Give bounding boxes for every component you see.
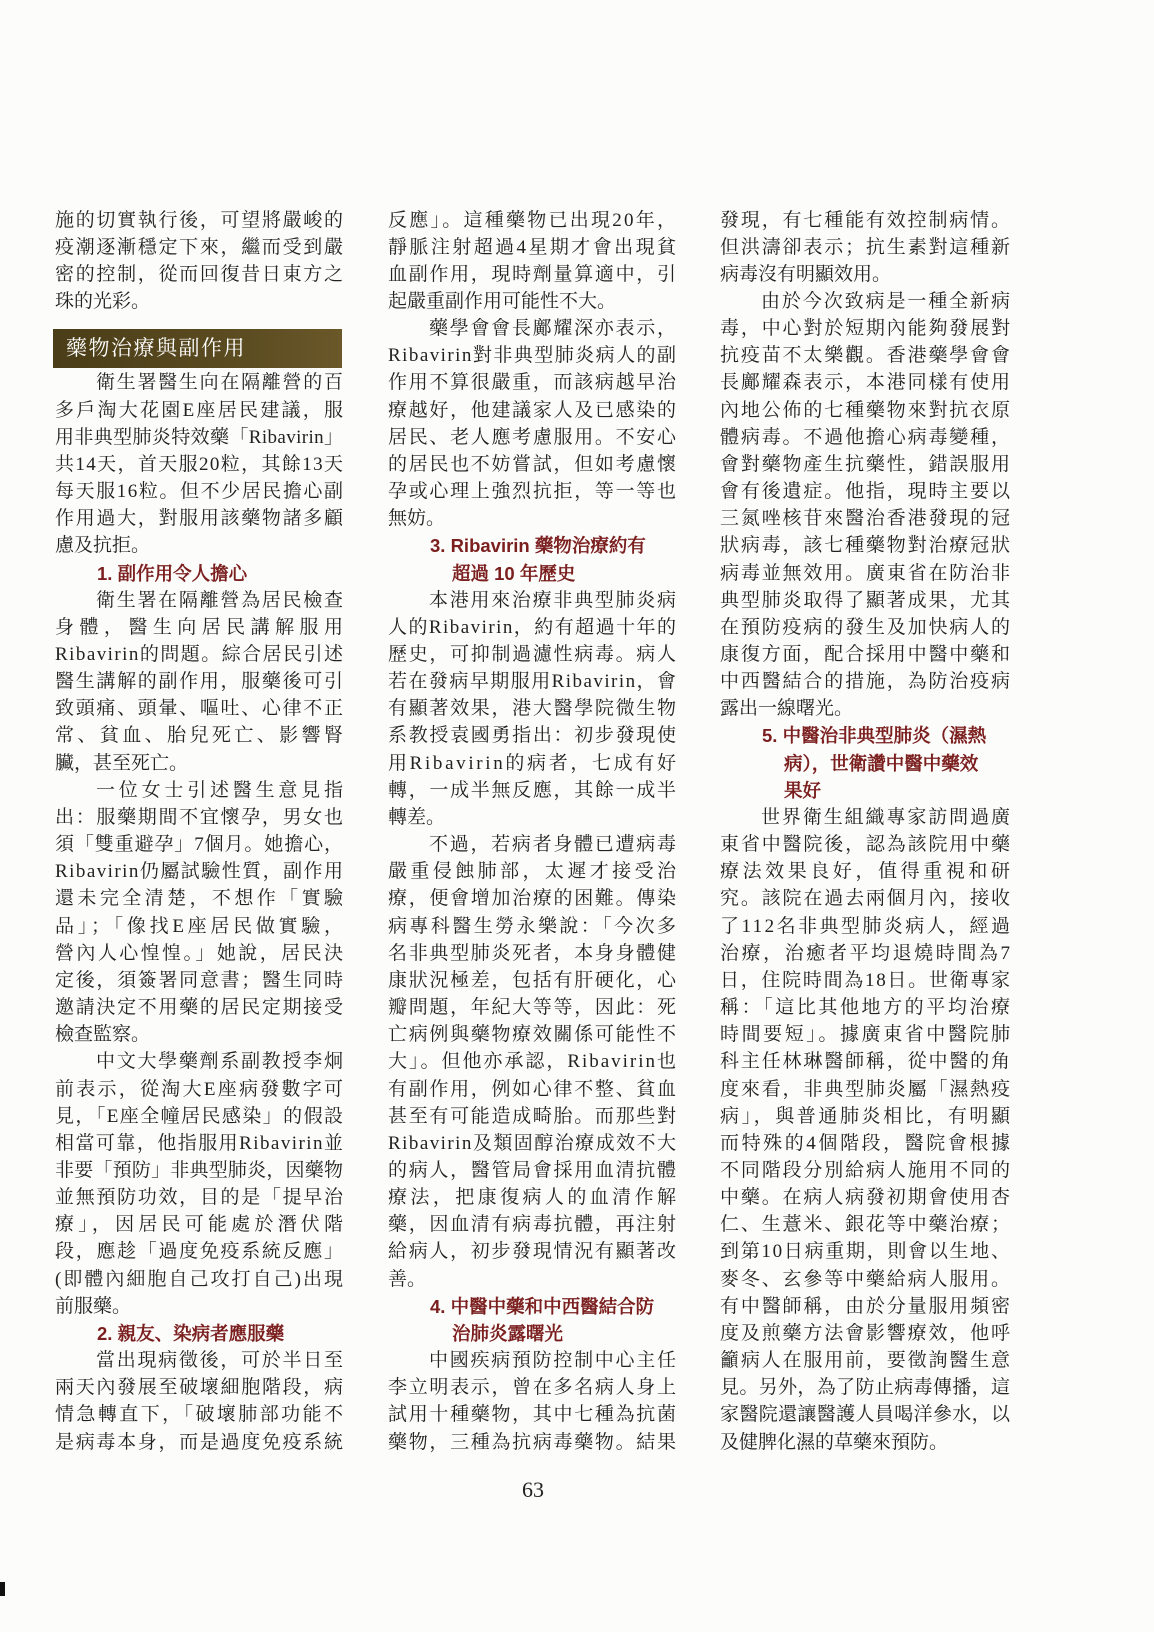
text-line: 及健脾化濕的草藥來預防。 (720, 1431, 949, 1453)
paragraph (388, 1347, 676, 1456)
text-line: Ribavirin對非典型肺炎病人的副 (388, 345, 678, 367)
subheading-line: 治肺炎露曙光 (452, 1322, 564, 1344)
text-line: 抗疫苗不太樂觀。香港藥學會會 (720, 345, 1012, 367)
text-line: 還未完全清楚，不想作「實驗 (55, 888, 347, 910)
subheading (55, 1320, 343, 1347)
text-line: 名非典型肺炎死者，本身身體健 (388, 942, 678, 964)
text-line: 檢查監察。 (55, 1024, 151, 1046)
text-line: 療」，因居民可能處於潛伏階 (55, 1214, 348, 1236)
text-line: 仁、生薏米、銀花等中藥治療； (720, 1214, 1012, 1236)
text-line: 有顯著效果，港大醫學院微生物 (388, 698, 678, 720)
text-line: 出：服藥期間不宜懷孕，男女也 (55, 806, 345, 828)
subheading-line: 4. 中醫中藥和中西醫結合防 (430, 1295, 655, 1317)
text-line: 中國疾病預防控制中心主任 (429, 1350, 678, 1372)
text-line: 療，便會增加治療的困難。傳染 (388, 888, 678, 910)
text-line: 狀病毒，該七種藥物對治療冠狀 (720, 535, 1012, 557)
text-line: 療越好，他建議家人及已感染的 (388, 399, 678, 421)
paragraph (720, 288, 1010, 723)
column-left (55, 207, 349, 1456)
text-line: 歷史，可抑制過濾性病毒。病人 (388, 644, 678, 665)
text-line: 臟，甚至死亡。 (55, 752, 189, 774)
text-line: 常、貧血、胎兒死亡、影響腎 (55, 725, 347, 747)
text-line: 而特殊的4個階段，醫院會根據 (720, 1132, 1013, 1154)
text-line: 段，應趁「過度免疫系統反應」 (55, 1241, 345, 1263)
text-line: 作用不算很嚴重，而該病越早治 (388, 372, 678, 394)
paragraph (55, 207, 343, 316)
paragraph (55, 587, 349, 777)
text-line: 試用十種藥物，其中七種為抗菌 (388, 1404, 678, 1426)
text-line: 居民、老人應考慮服用。不安心 (388, 426, 678, 448)
text-line: 若在發病早期服用Ribavirin，會 (388, 671, 678, 693)
text-line: 病毒沒有明顯效用。 (720, 263, 892, 285)
text-line: 亡病例與藥物療效關係可能性不 (388, 1024, 678, 1046)
text-line: 人的Ribavirin，約有超過十年的 (388, 616, 678, 638)
text-line: 藥學會會長鄺耀深亦表示， (429, 318, 678, 340)
text-line: 毒，中心對於短期內能夠發展對 (720, 318, 1012, 340)
subheading-line: 1. 副作用令人擔心 (97, 562, 248, 584)
text-line: 用Ribavirin的病者，七成有好 (388, 752, 679, 774)
text-line: 血副作用，現時劑量算適中，引 (388, 263, 678, 285)
text-line: 了112名非典型肺炎病人，經過 (720, 915, 1013, 937)
text-line: Ribavirin仍屬試驗性質，副作用 (55, 861, 345, 883)
paragraph (720, 207, 1010, 288)
subheading-line: 病），世衛讚中醫中藥效 (784, 752, 979, 774)
text-line: 在預防疫病的發生及加快病人的 (720, 616, 1012, 638)
subheading (388, 1293, 676, 1347)
column-middle (388, 207, 680, 1456)
text-line: 東省中醫院後，認為該院用中藥 (720, 834, 1012, 856)
text-line: 瓣問題，年紀大等等，因此：死 (388, 997, 678, 1019)
text-line: 前表示，從淘大E座病發數字可 (55, 1078, 346, 1100)
subheading-line: 超過 10 年歷史 (452, 562, 576, 584)
paragraph (55, 1347, 346, 1456)
text-line: 度來看，非典型肺炎屬「濕熱疫 (720, 1078, 1012, 1100)
text-line: 甚至有可能造成畸胎。而那些對 (388, 1105, 678, 1127)
text-line: 療法效果良好，值得重視和研 (720, 861, 1014, 883)
text-line: 病毒並無效用。廣東省在防治非 (720, 562, 1012, 584)
text-line: 見，「E座全幢居民感染」的假設 (55, 1105, 345, 1127)
text-line: 麥冬、玄參等中藥給病人服用。 (720, 1268, 1012, 1290)
text-line: (即體內細胞自己攻打自己)出現 (55, 1268, 346, 1290)
text-line: 品」；「像找E座居民做實驗， (55, 915, 347, 937)
section-heading-block (55, 315, 343, 369)
subheading (55, 560, 343, 587)
text-line: 見。另外，為了防止病毒傳播，這 (720, 1377, 1011, 1399)
text-line: Ribavirin的問題。綜合居民引述 (55, 644, 345, 666)
text-line: 衛生署醫生向在隔離營的百 (96, 372, 345, 394)
text-line: 作用過大，對服用該藥物諸多顧 (55, 508, 345, 530)
text-line: 有中醫師稱，由於分量服用頻密 (720, 1295, 1012, 1317)
text-line: 日，住院時間為18日。世衛專家 (720, 969, 1012, 991)
text-line: 中藥。在病人病發初期會使用杏 (720, 1187, 1012, 1209)
text-line: 長鄺耀森表示，本港同樣有使用 (720, 372, 1012, 394)
text-line: 不過，若病者身體已遭病毒 (429, 834, 678, 856)
text-line: 致頭痛、頭暈、嘔吐、心律不正 (55, 698, 345, 720)
text-line: 起嚴重副作用可能性不大。 (388, 290, 617, 312)
text-line: 給病人，初步發現情況有顯著改 (388, 1241, 678, 1263)
text-line: 疫潮逐漸穩定下來，繼而受到嚴 (55, 236, 345, 258)
text-line: 到第10日病重期，則會以生地、 (720, 1241, 1012, 1263)
paragraph (720, 804, 1014, 1456)
text-line: 康復方面，配合採用中醫中藥和 (720, 644, 1012, 665)
text-line: 康狀況極差，包括有肝硬化，心 (388, 969, 678, 991)
paragraph (388, 831, 680, 1293)
subheading-line: 果好 (784, 779, 822, 801)
subheading (720, 722, 1010, 803)
text-line: 珠的光彩。 (55, 290, 151, 312)
text-line: 是病毒本身，而是過度免疫系統 (55, 1431, 345, 1453)
text-line: 三氮唑核苷來醫治香港發現的冠 (720, 508, 1012, 530)
text-line: 邀請決定不用藥的居民定期接受 (55, 997, 345, 1019)
text-line: 有副作用，例如心律不整、貧血 (388, 1078, 678, 1100)
text-line: 不同階段分別給病人施用不同的 (720, 1159, 1012, 1181)
text-line: 須「雙重避孕」7個月。她擔心， (55, 834, 344, 856)
text-line: 無妨。 (388, 508, 446, 530)
text-line: 前服藥。 (55, 1295, 132, 1317)
text-line: 療法，把康復病人的血清作解 (388, 1187, 680, 1209)
text-line: 的病人，醫管局會採用血清抗體 (388, 1159, 678, 1181)
text-line: 科主任林琳醫師稱，從中醫的角 (720, 1051, 1012, 1073)
text-line: 靜脈注射超過4星期才會出現貧 (388, 236, 679, 258)
text-line: 病專科醫生勞永樂說：「今次多 (388, 915, 679, 937)
text-line: 慮及抗拒。 (55, 535, 151, 557)
paragraph (55, 1048, 348, 1320)
text-line: 中西醫結合的措施，為防治疫病 (720, 671, 1012, 693)
text-line: 轉差。 (388, 806, 446, 828)
text-line: 共14天，首天服20粒，其餘13天 (55, 453, 345, 475)
page-number: 63 (522, 1477, 544, 1502)
text-line: 典型肺炎取得了顯著成果，尤其 (720, 589, 1012, 611)
text-line: 醫生講解的副作用，服藥後可引 (55, 671, 345, 693)
text-line: 籲病人在服用前，要徵詢醫生意 (720, 1350, 1012, 1372)
text-line: 時間要短」。據廣東省中醫院肺 (720, 1024, 1013, 1046)
paragraph (388, 207, 679, 316)
text-line: 當出現病徵後，可於半日至 (96, 1350, 345, 1372)
text-line: 衛生署在隔離營為居民檢查 (96, 589, 345, 611)
subheading-line: 2. 親友、染病者應服藥 (97, 1322, 285, 1344)
paragraph (55, 777, 347, 1049)
text-line: 大」。但他亦承認，Ribavirin也 (388, 1051, 678, 1073)
text-line: 家醫院還讓醫護人員喝洋參水，以 (720, 1404, 1011, 1426)
text-line: 孕或心理上強烈抗拒，等一等也 (388, 481, 678, 503)
text-line: 系教授袁國勇指出：初步發現使 (388, 725, 678, 747)
text-line: 會對藥物產生抗藥性，錯誤服用 (720, 453, 1012, 475)
text-line: 嚴重侵蝕肺部，太遲才接受治 (388, 861, 680, 883)
text-line: 治療，治癒者平均退燒時間為7 (720, 942, 1013, 964)
text-line: 稱：「這比其他地方的平均治療 (720, 997, 1013, 1019)
text-line: 中文大學藥劑系副教授李炯 (96, 1051, 345, 1073)
text-line: 世界衛生組織專家訪問過廣 (761, 806, 1012, 828)
text-line: 反應」。這種藥物已出現20年， (388, 209, 679, 231)
text-line: 定後，須簽署同意書；醫生同時 (55, 969, 345, 991)
subheading-line: 5. 中醫治非典型肺炎（濕熱 (762, 725, 987, 747)
text-line: 並無預防功效，目的是「提早治 (55, 1187, 345, 1209)
text-line: 轉，一成半無反應，其餘一成半 (388, 779, 678, 801)
text-line: 兩天內發展至破壞細胞階段，病 (55, 1377, 345, 1399)
text-line: 藥，因血清有病毒抗體，再注射 (388, 1214, 678, 1236)
column-right (720, 207, 1014, 1456)
text-line: 由於今次致病是一種全新病 (761, 290, 1012, 312)
text-line: 用非典型肺炎特效藥「Ribavirin」 (55, 426, 344, 448)
text-line: 病」，與普通肺炎相比，有明顯 (720, 1105, 1013, 1127)
text-line: 營內人心惶惶。」她說，居民決 (55, 942, 346, 964)
text-line: 相當可靠，他指服用Ribavirin並 (55, 1132, 345, 1154)
text-line: 究。該院在過去兩個月內，接收 (720, 888, 1012, 910)
text-line: 多戶淘大花園E座居民建議，服 (55, 399, 346, 421)
text-line: 的居民也不妨嘗試，但如考慮懷 (388, 453, 678, 475)
text-line: 善。 (388, 1268, 427, 1290)
paragraph (388, 587, 679, 831)
text-line: 發現，有七種能有效控制病情。 (720, 209, 1012, 231)
paragraph (55, 369, 346, 559)
section-heading: 藥物治療與副作用 (53, 329, 342, 368)
text-line: 藥物，三種為抗病毒藥物。結果 (388, 1431, 678, 1453)
text-line: 露出一線曙光。 (720, 698, 854, 720)
text-line: 密的控制，從而回復昔日東方之 (55, 263, 345, 285)
text-line: 體病毒。不過他擔心病毒變種， (720, 426, 1012, 448)
text-line: 施的切實執行後，可望將嚴峻的 (55, 209, 345, 231)
paragraph (388, 315, 676, 532)
text-line: 身體，醫生向居民講解服用 (55, 616, 349, 638)
text-line: Ribavirin及類固醇治療成效不大 (388, 1132, 678, 1154)
text-line: 情急轉直下，「破壞肺部功能不 (55, 1404, 346, 1426)
text-line: 每天服16粒。但不少居民擔心副 (55, 481, 345, 503)
text-line: 內地公佈的七種藥物來對抗衣原 (720, 399, 1012, 421)
subheading (388, 532, 676, 586)
text-line: 會有後遺症。他指，現時主要以 (720, 481, 1012, 503)
text-line: 本港用來治療非典型肺炎病 (429, 589, 678, 611)
text-line: 但洪濤卻表示；抗生素對這種新 (720, 236, 1012, 258)
text-line: 度及煎藥方法會影響療效，他呼 (720, 1322, 1012, 1344)
subheading-line: 3. Ribavirin 藥物治療約有 (430, 535, 646, 557)
scan-edge-mark (0, 1582, 5, 1596)
text-line: 李立明表示，曾在多名病人身上 (388, 1377, 678, 1399)
text-line: 非要「預防」非典型肺炎，因藥物 (55, 1159, 344, 1181)
text-line: 一位女士引述醫生意見指 (96, 779, 347, 801)
